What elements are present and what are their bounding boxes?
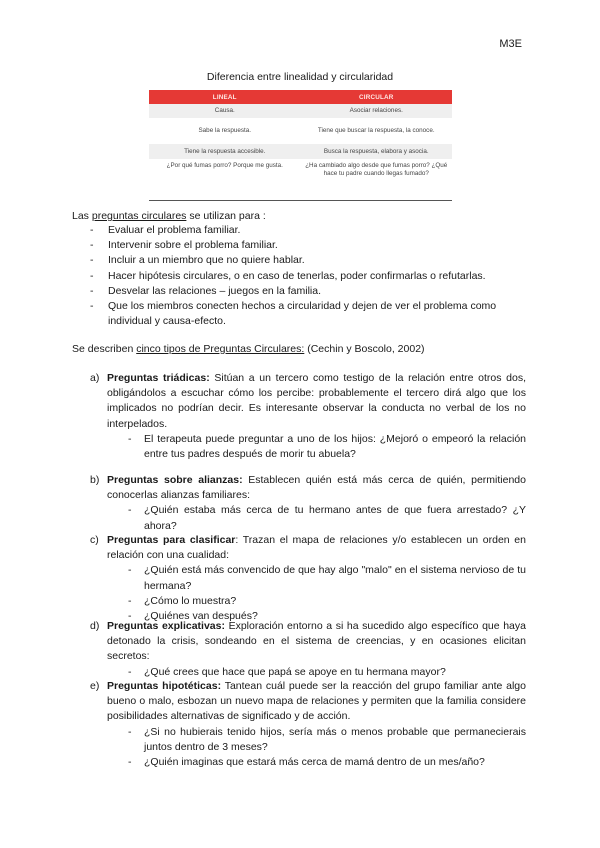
table-row <box>149 104 452 118</box>
example-question: - El terapeuta puede preguntar a uno de los hijos: ¿Mejoró o empeoró la relación entre tus padres después de morir tu abuela? <box>128 432 526 462</box>
list-item: - Que los miembros conecten hechos a circularidad y dejen de ver el problema como individual y causa-efecto. <box>90 299 535 329</box>
types-intro: Se describen cinco tipos de Preguntas Circulares: (Cechin y Boscolo, 2002) <box>72 343 425 355</box>
cinco-tipos-link[interactable]: cinco tipos de Preguntas Circulares: <box>136 343 305 355</box>
uses-list <box>90 223 535 329</box>
preguntas-circulares-link[interactable]: preguntas circulares <box>91 210 187 222</box>
question-type-a <box>90 371 526 462</box>
question-type-e <box>90 679 526 770</box>
example-question: - ¿Si no hubierais tenido hijos, sería más o menos probable que permanecierais juntos dentro de 3 meses? <box>128 725 526 755</box>
example-question: - ¿Quién está más convencido de que hay algo "malo" en el sistema nervioso de tu hermana? <box>128 563 526 593</box>
table-cell: ¿Por qué fumas porro? Porque me gusta. <box>149 159 301 201</box>
comparison-table <box>149 90 452 201</box>
table-row <box>149 118 452 144</box>
question-type-b <box>90 473 526 534</box>
type-description: Tantean cuál puede ser la reacción del grupo familiar ante algo bueno o malo, esbozan un nuevo mapa de relaciones y permiten que la familia considere posibilidades alternativas de significado y de acción. <box>107 680 526 723</box>
table-row <box>149 159 452 201</box>
header-lineal: LINEAL <box>149 90 301 104</box>
table-cell: Asociar relaciones. <box>301 104 453 118</box>
list-marker: c) <box>90 534 99 546</box>
table-cell: ¿Ha cambiado algo desde que fumas porro? ¿Qué hace tu padre cuando llegas fumado? <box>301 159 453 201</box>
page-code: M3E <box>499 38 522 50</box>
list-marker: b) <box>90 474 100 486</box>
list-marker: a) <box>90 372 100 384</box>
list-item: - Desvelar las relaciones – juegos en la familia. <box>90 284 535 299</box>
type-title: Preguntas triádicas: <box>107 372 210 384</box>
type-description: Establecen quién está más cerca de quién, permitiendo conocerlas alianzas familiares: <box>107 474 526 502</box>
list-item: - Hacer hipótesis circulares, o en caso de tenerlas, poder confirmarlas o refutarlas. <box>90 269 535 284</box>
list-marker: e) <box>90 680 100 692</box>
table-row <box>149 144 452 159</box>
list-item: - Evaluar el problema familiar. <box>90 223 535 238</box>
example-question: - ¿Quién estaba más cerca de tu hermano antes de que fuera arrestado? ¿Y ahora? <box>128 503 526 533</box>
type-description: Exploración entorno a si ha sucedido algo específico que haya detonado la crisis, sondeando en el sistema de creencias, y en ocasiones elicitan secretos: <box>107 620 526 663</box>
list-marker: d) <box>90 620 100 632</box>
type-title: Preguntas explicativas: <box>107 620 225 632</box>
type-title: Preguntas para clasificar <box>107 534 236 546</box>
type-description: : Trazan el mapa de relaciones y/o establecen un orden en relación con una cualidad: <box>107 534 526 562</box>
table-cell: Tiene que buscar la respuesta, la conoce. <box>301 118 453 144</box>
type-description: Sitúan a un tercero como testigo de la relación entre otros dos, obligándolos a escuchar cómo los percibe: probablemente el tercero dirá algo que los implicados no podrían decir. Es interesante observar la conducta no verbal de los no interpelados. <box>107 372 526 430</box>
list-item: - Intervenir sobre el problema familiar. <box>90 238 535 253</box>
question-type-c <box>90 533 526 624</box>
intro-paragraph: Las preguntas circulares se utilizan para : <box>72 210 266 222</box>
header-circular: CIRCULAR <box>301 90 453 104</box>
example-question: - ¿Quién imaginas que estará más cerca de mamá dentro de un mes/año? <box>128 755 526 770</box>
table-cell: Tiene la respuesta accesible. <box>149 144 301 159</box>
example-question: - ¿Quiénes van después? <box>128 609 526 624</box>
type-title: Preguntas sobre alianzas: <box>107 474 243 486</box>
example-question: - ¿Cómo lo muestra? <box>128 594 526 609</box>
list-item: - Incluir a un miembro que no quiere hablar. <box>90 253 535 268</box>
table-cell: Busca la respuesta, elabora y asocia. <box>301 144 453 159</box>
question-type-d <box>90 619 526 680</box>
table-title: Diferencia entre linealidad y circularidad <box>206 71 394 83</box>
table-cell: Causa. <box>149 104 301 118</box>
example-question: - ¿Qué crees que hace que papá se apoye en tu hermana mayor? <box>128 665 526 680</box>
type-title: Preguntas hipotéticas: <box>107 680 222 692</box>
table-cell: Sabe la respuesta. <box>149 118 301 144</box>
